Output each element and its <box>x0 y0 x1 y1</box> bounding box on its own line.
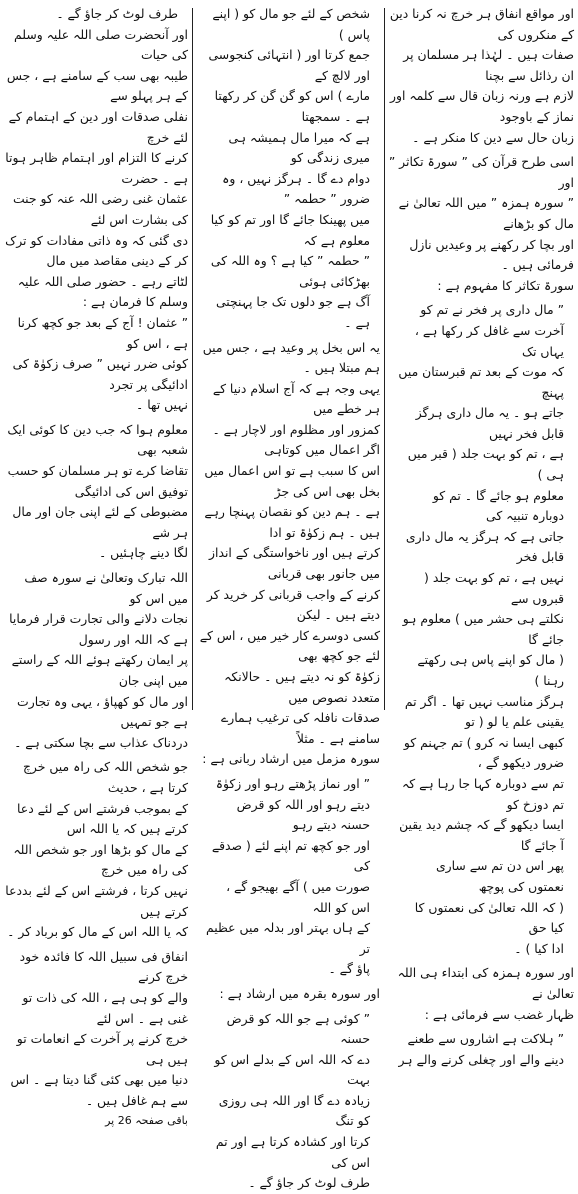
text-line: خرچ کرنے پر آخرت کے انعامات تو ہیں ہی <box>16 1031 188 1067</box>
text-column-left <box>4 4 188 1128</box>
text-line: کوئی ضرر نہیں ” صرف زکوٰۃ کی ادائیگی پر تجرد <box>12 356 188 392</box>
text-line: سورۃ تکاثر کا مفہوم ہے : <box>437 277 574 293</box>
text-line: کبھی ایسا نہ کرو ) تم جہنم کو ضرور دیکھو گے ، <box>403 734 564 771</box>
text-line: دردناک عذاب سے بچا سکتی ہے ۔ <box>14 734 188 750</box>
text-line: اور بچا کر رکھنے پر وعیدیں نازل فرمائی ہیں ۔ <box>409 236 574 273</box>
text-line: جاتے ہو ۔ یہ مال داری ہرگز قابل فخر نہیں <box>415 405 564 441</box>
text-line: ( کہ اللہ تعالیٰ کی نعمتوں کا کیا حق <box>414 899 564 936</box>
text-line: آخرت سے غافل کر رکھا ہے ، یہاں تک <box>414 322 564 359</box>
text-line: زکوٰۃ کو نہ دیتے ہیں ۔ حالانکہ متعدد نصوص میں <box>224 669 380 705</box>
text-line: ادا کیا ) ۔ <box>514 940 564 956</box>
text-line: معلوم ہوا کہ جب دین کا کوئی ایک شعبہ بھی <box>7 421 188 458</box>
text-line: طیبہ بھی سب کے سامنے ہے ، جس کے ہر پہلو سے <box>6 67 188 104</box>
text-line: جو شخص اللہ کی راہ میں خرچ کرتا ہے ، حدیث <box>22 759 188 795</box>
text-line: اور مال کو کھپاؤ ، یہی وہ تجارت ہے جو تمہیں <box>17 693 188 730</box>
text-line: جمع کرتا اور ( انتہائی کنجوسی اور لالچ کے <box>208 47 370 83</box>
text-line: اور مواقع انفاق ہر خرچ نہ کرنا دین کے منکروں کی <box>389 6 574 42</box>
text-line: ” مال داری پر فخر نے تم کو <box>420 302 564 318</box>
text-line: صورت میں ) آگے بھیجو گے ، اس کو اللہ <box>226 878 370 915</box>
text-line: شخص کے لئے جو مال کو ( اپنے پاس ) <box>212 6 370 42</box>
text-line: نجات دلانے والی تجارت قرار فرمایا ہے کہ اللہ اور رسول <box>9 611 188 647</box>
text-line: میں پھینکا جائے گا اور تم کو کیا معلوم ہے کہ <box>210 211 370 248</box>
text-line: ہے ، تم کو بہت جلد ( قبر میں ہی ) <box>407 446 564 483</box>
text-line: ہے ۔ ہم دین کو نقصان پہنچا رہے ہیں ۔ ہم زکوٰۃ تو ادا <box>204 504 380 540</box>
text-line: لٹاتے رہے ۔ حضور صلی اللہ علیہ وسلم کا فرمان ہے : <box>17 273 188 310</box>
text-line: باقی صفحہ 26 پر <box>105 1114 188 1128</box>
text-line: لازم ہے ورنہ زبان قال سے کلمہ اور نماز کے باوجود <box>390 88 574 124</box>
text-line: اسی طرح قرآن کی ” سورۃ تکاثر ” اور <box>388 154 574 190</box>
text-line: زیادہ دے گا اور اللہ ہی روزی کو تنگ <box>218 1092 370 1129</box>
text-line: والے کو ہی ہے ، اللہ کی ذات تو غنی ہے ۔ اس لئے <box>22 989 188 1026</box>
text-line: مارے ) اس کو گن گن کر رکھتا ہے ۔ سمجھتا <box>214 88 370 124</box>
text-line: ” ہلاکت ہے اشاروں سے طعنے <box>407 1031 564 1047</box>
text-line: کے بموجب فرشتے اس کے لئے دعا کرتے ہیں کہ یا اللہ اس <box>17 800 188 837</box>
text-line: کرتا اور کشادہ کرتا ہے اور تم اس کی <box>215 1134 370 1170</box>
text-line: معلوم ہو جائے گا ۔ تم کو دوبارہ تنبیہ کی <box>432 487 564 524</box>
column-divider <box>192 8 193 710</box>
text-line: کہ یا اللہ اس کے مال کو برباد کر ۔ <box>7 924 188 940</box>
text-line: نہیں کرتا ، فرشتے اس کے لئے بددعا کرتے ہیں <box>5 882 188 919</box>
text-line: دنیا میں بھی کئی گنا دیتا ہے ۔ اس سے ہم غافل ہیں ۔ <box>10 1072 188 1108</box>
text-line: تقاضا کرے تو ہر مسلمان کو حسب توفیق اس کی ادائیگی <box>7 463 188 499</box>
text-line: ہرگز مناسب نہیں تھا ۔ اگر تم یقینی علم یا لو ( تو <box>404 693 564 730</box>
text-line: تم سے دوبارہ کہا جا رہا ہے کہ تم دوزخ کو <box>402 775 564 812</box>
text-line: اور سورہ ہمزہ کی ابتداء ہی اللہ تعالیٰ نے <box>397 965 574 1001</box>
text-line: اللہ تبارک وتعالیٰ نے سورہ صف میں اس کو <box>24 570 188 606</box>
text-line: اس کا سبب ہے تو اس اعمال میں بخل بھی اس کی جڑ <box>204 463 380 499</box>
text-line: کرتے ہیں اور ناخواستگی کے انداز میں جانور بھی قربانی <box>209 545 380 582</box>
text-line: جاتی ہے کہ ہرگز یہ مال داری قابل فخر <box>405 528 564 565</box>
text-line: زبان حال سے دین کا منکر ہے ۔ <box>412 129 574 145</box>
text-line: دیتے رہو اور اللہ کو قرض حسنہ دیتے رہو <box>236 796 370 833</box>
text-line: کہ موت کے بعد تم قبرستان میں پہنچ <box>398 364 564 400</box>
text-line: کرنے کے واجب قربانی کر خرید کر دیتے ہیں ۔ لیکن <box>206 586 380 623</box>
text-line: پر ایمان رکھتے ہوئے اللہ کے راستے میں اپنی جان <box>11 652 188 688</box>
text-line: کرنے کا التزام اور اہتمام ظاہر ہوتا ہے ۔ حضرت <box>5 150 188 186</box>
text-line: اور جو کچھ تم اپنے لئے ( صدقے کی <box>211 837 370 874</box>
text-line: دینے والے اور چغلی کرنے والے ہر <box>398 1051 564 1067</box>
text-line: کمزور اور مظلوم اور لاچار ہے ۔ اگر اعمال میں کوتاہی <box>212 421 380 458</box>
text-line: مضبوطی کے لئے اپنی جان اور مال ہر شے <box>12 504 188 540</box>
text-line: یہ اس بخل پر وعید ہے ، جس میں ہم مبتلا ہیں ۔ <box>202 339 380 376</box>
text-column-right <box>388 4 574 1067</box>
text-line: ” کوئی ہے جو اللہ کو قرض حسنہ <box>226 1010 370 1047</box>
text-line: صدقات نافلہ کی ترغیب ہمارے سامنے ہے ۔ مثلاً <box>221 710 380 746</box>
text-column-middle <box>196 4 380 1191</box>
text-line: کے ہاں بہتر اور بدلہ میں عظیم تر <box>206 920 370 956</box>
text-line: پاؤ گے ۔ <box>328 961 370 977</box>
text-line: ” اور نماز پڑھتے رہو اور زکوٰۃ <box>215 775 370 791</box>
text-line: ” سورہ ہمزہ ” میں اللہ تعالیٰ نے مال کو بڑھانے <box>398 195 574 231</box>
text-line: ہے کہ میرا مال ہمیشہ ہی میری زندگی کو <box>228 129 370 166</box>
text-line: کے مال کو بڑھا اور جو شخص اللہ کی راہ میں خرچ <box>13 841 188 878</box>
text-line: لگا دینے چاہئیں ۔ <box>98 545 188 561</box>
text-line: ظہار غضب سے فرمائی ہے : <box>424 1006 574 1022</box>
text-line: نفلی صدقات اور دین کے اہتمام کے لئے خرچ <box>8 108 188 145</box>
text-line: صفات ہیں ۔ لہٰذا ہر مسلمان پر ان رذائل سے بچنا <box>403 47 574 83</box>
text-line: نکلتے ہی حشر میں ) معلوم ہو جائے گا <box>402 611 564 647</box>
text-line: عثمان غنی رضی اللہ عنہ کو جنت کی بشارت اس لئے <box>12 191 188 227</box>
text-line: ” عثمان ! آج کے بعد جو کچھ کرنا ہے ، اس کو <box>17 314 188 351</box>
text-line: کسی دوسرے کار خیر میں ، اس کے لئے جو کچھ بھی <box>199 627 380 664</box>
text-line: آگ ہے جو دلوں تک جا پہنچتی ہے ۔ <box>215 294 370 330</box>
text-line: دوام دے گا ۔ ہرگز نہیں ، وہ ضرور ” حطمہ ” <box>222 170 370 207</box>
text-line: یہی وجہ ہے کہ آج اسلام دنیا کے ہر خطے میں <box>212 380 380 417</box>
text-line: اور سورہ بقرہ میں ارشاد ہے : <box>219 985 380 1001</box>
text-line: طرف لوٹ کر جاؤ گے ۔ <box>248 1175 370 1191</box>
text-line: ایسا دیکھو گے کہ چشم دید یقین آ جائے گا <box>399 817 564 853</box>
text-line: ( مال کو اپنے پاس ہی رکھتے رہنا ) <box>417 652 564 688</box>
text-line: سورہ مزمل میں ارشاد ربانی ہے : <box>202 751 380 767</box>
text-line: اور آنحضرت صلی اللہ علیہ وسلم کی حیات <box>14 26 188 63</box>
column-divider <box>384 8 385 710</box>
text-line: انفاق فی سبیل اللہ کا فائدہ خود خرچ کرنے <box>19 948 188 985</box>
text-line: نہیں ہے ، تم کو بہت جلد ( قبروں سے <box>424 570 564 606</box>
text-line: نہیں تھا ۔ <box>136 397 188 413</box>
text-line: دی گئی کہ وہ ذاتی مفادات کو ترک کر کے دینی مقاصد میں مال <box>5 232 188 269</box>
text-line: ” حطمہ ” کیا ہے ؟ وہ اللہ کی بھڑکائی ہوئی <box>210 253 370 289</box>
text-line: طرف لوٹ کر جاؤ گے ۔ <box>56 6 178 21</box>
text-line: دے کہ اللہ اس کے بدلے اس کو بہت <box>214 1051 370 1088</box>
text-line: پھر اس دن تم سے ساری نعمتوں کی پوچھ <box>435 858 564 894</box>
